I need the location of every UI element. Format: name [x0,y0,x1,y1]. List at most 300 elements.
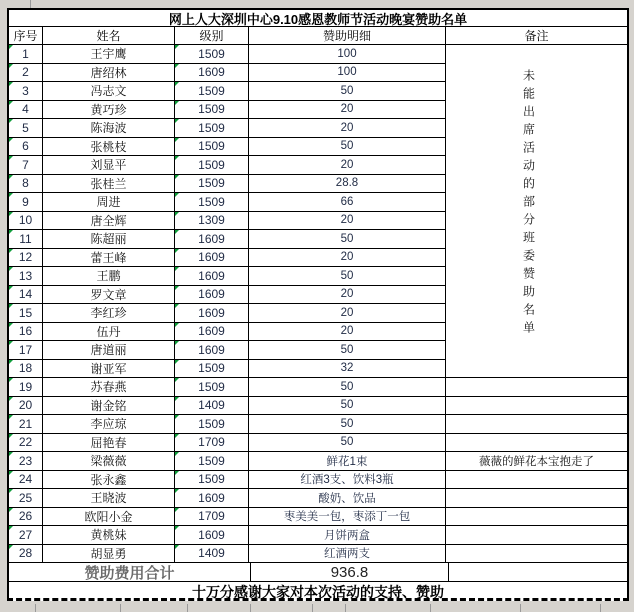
error-indicator-icon [9,119,13,123]
table-row [9,489,627,508]
cell-text-no: 5 [22,120,29,135]
cell-text-level: 1609 [198,65,225,80]
cell-text-no: 28 [18,546,33,561]
cell-text-level: 1609 [198,324,225,339]
cell-level[interactable] [175,212,249,231]
cell-text-detail: 鲜花1束 [326,455,368,468]
header-row [9,27,627,45]
cell-text-detail: 20 [340,251,354,264]
header-cell-detail[interactable]: 赞助明细 [249,27,446,45]
cell-text-detail: 50 [340,343,354,356]
error-indicator-icon [175,489,179,493]
cell-detail[interactable] [249,545,446,564]
cell-name[interactable] [43,193,175,212]
cell-level[interactable] [175,452,249,471]
cell-serial[interactable] [9,82,43,101]
gridline [120,604,121,612]
error-indicator-icon [175,101,179,105]
cell-text-detail: 枣美美一包，枣添丁一包 [283,511,411,524]
cell-serial[interactable] [9,526,43,545]
error-indicator-icon [175,360,179,364]
cell-text-level: 1509 [198,83,225,98]
cell-remark[interactable] [446,267,627,286]
gridline [520,604,521,612]
cell-text-level: 1509 [198,157,225,172]
cell-serial[interactable] [9,249,43,268]
cell-name[interactable] [43,101,175,120]
cell-text-detail: 酸奶、饮品 [318,492,376,505]
cell-level[interactable] [175,415,249,434]
gridline [430,604,431,612]
error-indicator-icon [9,175,13,179]
cell-remark[interactable] [446,119,627,138]
cell-serial[interactable] [9,341,43,360]
error-indicator-icon [175,193,179,197]
cell-detail[interactable] [249,452,446,471]
table-row [9,286,627,305]
cell-name[interactable] [43,45,175,64]
cell-remark[interactable] [446,45,627,64]
cell-text-name: 苏春燕 [90,380,127,395]
cell-serial[interactable] [9,360,43,379]
total-label-cell[interactable]: 赞助费用合计 [9,563,251,582]
cell-text-level: 1609 [198,342,225,357]
total-value-cell[interactable]: 936.8 [251,563,449,582]
cell-remark[interactable] [446,434,627,453]
error-indicator-icon [175,526,179,530]
cell-serial[interactable] [9,489,43,508]
cell-detail[interactable] [249,230,446,249]
error-indicator-icon [175,471,179,475]
error-indicator-icon [175,249,179,253]
table-row [9,304,627,323]
error-indicator-icon [175,434,179,438]
cell-detail[interactable] [249,156,446,175]
cell-name[interactable] [43,489,175,508]
error-indicator-icon [175,267,179,271]
table-row [9,101,627,120]
cell-serial[interactable] [9,286,43,305]
cell-text-name: 唐全辉 [90,213,127,228]
cell-name[interactable] [43,378,175,397]
cell-name[interactable] [43,341,175,360]
cell-serial[interactable] [9,230,43,249]
gridline [187,604,188,612]
cell-level[interactable] [175,64,249,83]
cell-remark[interactable] [446,230,627,249]
cell-name[interactable] [43,82,175,101]
cell-name[interactable] [43,434,175,453]
sponsor-table [7,8,629,601]
cell-text-name: 陈超丽 [90,232,127,247]
cell-text-level: 1509 [198,453,225,468]
table-row [9,119,627,138]
cell-name[interactable] [43,471,175,490]
cell-text-name: 唐道丽 [90,343,127,358]
gridline [30,0,31,8]
error-indicator-icon [9,508,13,512]
error-indicator-icon [9,378,13,382]
cell-detail[interactable] [249,119,446,138]
cell-detail[interactable] [249,193,446,212]
cell-detail[interactable] [249,101,446,120]
cell-level[interactable] [175,471,249,490]
cell-text-name: 李应琼 [90,417,127,432]
cell-name[interactable] [43,360,175,379]
cell-serial[interactable] [9,415,43,434]
cell-text-name: 谢金铭 [90,398,127,413]
cell-serial[interactable] [9,545,43,564]
cell-text-no: 24 [18,472,33,487]
cell-name[interactable] [43,545,175,564]
cell-detail[interactable] [249,526,446,545]
table-row [9,452,627,471]
cell-text-no: 14 [18,287,33,302]
cell-text-no: 6 [22,139,29,154]
cell-text-name: 王晓波 [90,491,127,506]
cell-serial[interactable] [9,193,43,212]
cell-remark[interactable] [446,452,627,471]
cell-remark[interactable] [446,360,627,379]
cell-remark[interactable] [446,138,627,157]
cell-text-no: 25 [18,490,33,505]
cell-remark[interactable] [446,175,627,194]
cell-text-no: 15 [18,305,33,320]
cell-detail[interactable] [249,323,446,342]
total-row [9,563,627,582]
cell-remark[interactable] [446,82,627,101]
cell-text-level: 1409 [198,546,225,561]
cell-text-no: 13 [18,268,33,283]
cell-remark[interactable] [446,249,627,268]
cell-text-level: 1309 [198,213,225,228]
cell-name[interactable] [43,212,175,231]
cell-name[interactable] [43,397,175,416]
header-cell-remark[interactable]: 备注 [446,27,627,45]
cell-text-level: 1509 [198,46,225,61]
cell-detail[interactable] [249,45,446,64]
cell-level[interactable] [175,378,249,397]
table-row [9,545,627,564]
table-row [9,45,627,64]
cell-remark[interactable] [446,397,627,416]
table-row [9,193,627,212]
table-row [9,397,627,416]
cell-text-level: 1709 [198,509,225,524]
error-indicator-icon [175,175,179,179]
cell-text-detail: 28.8 [335,177,359,190]
error-indicator-icon [175,212,179,216]
cell-level[interactable] [175,545,249,564]
cell-remark[interactable] [446,508,627,527]
cell-level[interactable] [175,323,249,342]
cell-text-detail: 50 [340,269,354,282]
cell-detail[interactable] [249,304,446,323]
cell-level[interactable] [175,175,249,194]
cell-serial[interactable] [9,119,43,138]
cell-text-no: 9 [22,194,29,209]
cell-text-level: 1509 [198,139,225,154]
table-row [9,82,627,101]
error-indicator-icon [9,360,13,364]
cell-text-detail: 20 [340,288,354,301]
cell-text-name: 张桂兰 [90,176,127,191]
cell-text-level: 1609 [198,527,225,542]
cell-text-remark: 薇薇的鲜花本宝抱走了 [479,455,594,468]
cell-text-detail: 20 [340,103,354,116]
cell-text-name: 伍丹 [96,324,121,339]
cell-name[interactable] [43,508,175,527]
table-title[interactable]: 网上人大深圳中心9.10感恩教师节活动晚宴赞助名单 [9,10,627,27]
footer-message[interactable]: 十万分感谢大家对本次活动的支持、赞助 [192,584,444,600]
table-row [9,360,627,379]
cell-serial[interactable] [9,156,43,175]
error-indicator-icon [175,545,179,549]
header-cell-name[interactable]: 姓名 [43,27,175,45]
error-indicator-icon [9,304,13,308]
cell-level[interactable] [175,341,249,360]
header-cell-no[interactable]: 序号 [9,27,43,45]
cell-name[interactable] [43,230,175,249]
cell-detail[interactable] [249,378,446,397]
cell-remark[interactable] [446,489,627,508]
cell-level[interactable] [175,286,249,305]
cell-text-detail: 100 [337,47,357,60]
cell-name[interactable] [43,452,175,471]
cell-text-no: 8 [22,176,29,191]
error-indicator-icon [9,156,13,160]
cell-detail[interactable] [249,489,446,508]
cell-text-name: 李红珍 [90,306,127,321]
cell-text-no: 1 [22,46,29,61]
cell-remark[interactable] [446,156,627,175]
cell-name[interactable] [43,323,175,342]
cell-text-no: 3 [22,83,29,98]
error-indicator-icon [175,230,179,234]
cell-text-level: 1509 [198,379,225,394]
cell-level[interactable] [175,304,249,323]
cell-serial[interactable] [9,323,43,342]
cell-level[interactable] [175,193,249,212]
cell-text-name: 梁薇薇 [90,454,127,469]
error-indicator-icon [175,119,179,123]
error-indicator-icon [9,323,13,327]
table-row [9,249,627,268]
cell-detail[interactable] [249,508,446,527]
cell-name[interactable] [43,415,175,434]
table-row [9,230,627,249]
table-row [9,138,627,157]
table-row [9,434,627,453]
cell-remark[interactable] [446,545,627,564]
cell-detail[interactable] [249,471,446,490]
cell-text-name: 欧阳小金 [84,509,133,524]
cell-level[interactable] [175,45,249,64]
cell-text-detail: 50 [340,380,354,393]
cell-detail[interactable] [249,82,446,101]
cell-text-detail: 20 [340,214,354,227]
error-indicator-icon [9,45,13,49]
cell-text-name: 周进 [96,195,121,210]
cell-text-detail: 20 [340,306,354,319]
cell-detail[interactable] [249,397,446,416]
cell-serial[interactable] [9,175,43,194]
cell-text-level: 1509 [198,176,225,191]
cell-text-level: 1509 [198,472,225,487]
cell-serial[interactable] [9,138,43,157]
cell-text-no: 27 [18,527,33,542]
table-row [9,156,627,175]
cell-detail[interactable] [249,360,446,379]
merged-remark-cell[interactable]: 未能出席活动的部分班委赞助名单 [521,69,536,339]
cell-name[interactable] [43,267,175,286]
cell-name[interactable] [43,249,175,268]
error-indicator-icon [9,249,13,253]
error-indicator-icon [175,378,179,382]
cell-serial[interactable] [9,397,43,416]
cell-serial[interactable] [9,101,43,120]
gridline [345,604,346,612]
cell-serial[interactable] [9,212,43,231]
cell-text-name: 黄桃妹 [90,528,127,543]
cell-detail[interactable] [249,415,446,434]
cell-name[interactable] [43,119,175,138]
error-indicator-icon [175,286,179,290]
header-cell-level[interactable]: 级别 [175,27,249,45]
cell-text-name: 王宇鹰 [90,47,127,62]
error-indicator-icon [9,471,13,475]
cell-text-detail: 100 [337,66,357,79]
error-indicator-icon [9,82,13,86]
cell-text-detail: 50 [340,140,354,153]
cell-text-detail: 50 [340,399,354,412]
cell-remark[interactable] [446,415,627,434]
cell-serial[interactable] [9,304,43,323]
cell-text-no: 23 [18,453,33,468]
cell-remark[interactable] [446,64,627,83]
cell-detail[interactable] [249,212,446,231]
cell-text-name: 张永鑫 [90,472,127,487]
cell-serial[interactable] [9,471,43,490]
cell-text-name: 罗文章 [90,287,127,302]
cell-text-name: 王鹏 [96,269,121,284]
cell-serial[interactable] [9,267,43,286]
cell-level[interactable] [175,82,249,101]
cell-name[interactable] [43,64,175,83]
cell-text-no: 2 [22,65,29,80]
cell-remark[interactable] [446,341,627,360]
cell-text-name: 蕾王峰 [90,250,127,265]
cell-name[interactable] [43,156,175,175]
cell-remark[interactable] [446,286,627,305]
cell-detail[interactable] [249,267,446,286]
cell-level[interactable] [175,230,249,249]
cell-text-name: 胡显勇 [90,546,127,561]
cell-remark[interactable] [446,378,627,397]
cell-serial[interactable] [9,64,43,83]
table-row [9,526,627,545]
cell-detail[interactable] [249,434,446,453]
cell-level[interactable] [175,267,249,286]
cell-text-no: 7 [22,157,29,172]
table-row [9,64,627,83]
cell-level[interactable] [175,101,249,120]
gridline [312,604,313,612]
cell-level[interactable] [175,489,249,508]
cell-serial[interactable] [9,434,43,453]
gridline [600,604,601,612]
cell-serial[interactable] [9,378,43,397]
cell-remark[interactable] [446,193,627,212]
cell-name[interactable] [43,175,175,194]
cell-level[interactable] [175,434,249,453]
error-indicator-icon [175,304,179,308]
error-indicator-icon [175,508,179,512]
cell-remark[interactable] [446,526,627,545]
cell-detail[interactable] [249,286,446,305]
cell-level[interactable] [175,526,249,545]
table-row [9,267,627,286]
cell-serial[interactable] [9,45,43,64]
cell-remark[interactable] [446,212,627,231]
cell-detail[interactable] [249,64,446,83]
error-indicator-icon [175,45,179,49]
table-row [9,175,627,194]
cell-level[interactable] [175,360,249,379]
table-row [9,341,627,360]
error-indicator-icon [9,212,13,216]
cell-name[interactable] [43,286,175,305]
cell-text-level: 1609 [198,305,225,320]
cell-remark[interactable] [446,471,627,490]
cell-detail[interactable] [249,175,446,194]
cell-text-no: 19 [18,379,33,394]
error-indicator-icon [9,434,13,438]
table-row [9,378,627,397]
cell-level[interactable] [175,138,249,157]
total-remark-cell[interactable] [449,563,627,582]
cell-name[interactable] [43,526,175,545]
cell-detail[interactable] [249,138,446,157]
cell-text-name: 张桃枝 [90,139,127,154]
cell-text-name: 刘显平 [90,158,127,173]
cell-text-detail: 月饼两盒 [324,529,370,542]
cell-detail[interactable] [249,341,446,360]
cell-name[interactable] [43,138,175,157]
cell-serial[interactable] [9,452,43,471]
cell-text-level: 1609 [198,287,225,302]
cell-text-level: 1509 [198,102,225,117]
cell-text-level: 1409 [198,398,225,413]
cell-text-no: 16 [18,324,33,339]
cell-level[interactable] [175,397,249,416]
cell-level[interactable] [175,156,249,175]
cell-level[interactable] [175,508,249,527]
cell-name[interactable] [43,304,175,323]
cell-level[interactable] [175,249,249,268]
cell-text-detail: 红酒3支、饮料3瓶 [300,474,394,487]
cell-text-name: 冯志文 [90,84,127,99]
cell-detail[interactable] [249,249,446,268]
cell-serial[interactable] [9,508,43,527]
cell-remark[interactable] [446,101,627,120]
cell-text-level: 1609 [198,250,225,265]
error-indicator-icon [175,323,179,327]
cell-text-detail: 红酒两支 [324,548,370,561]
cell-remark[interactable] [446,304,627,323]
cell-remark[interactable] [446,323,627,342]
cell-level[interactable] [175,119,249,138]
